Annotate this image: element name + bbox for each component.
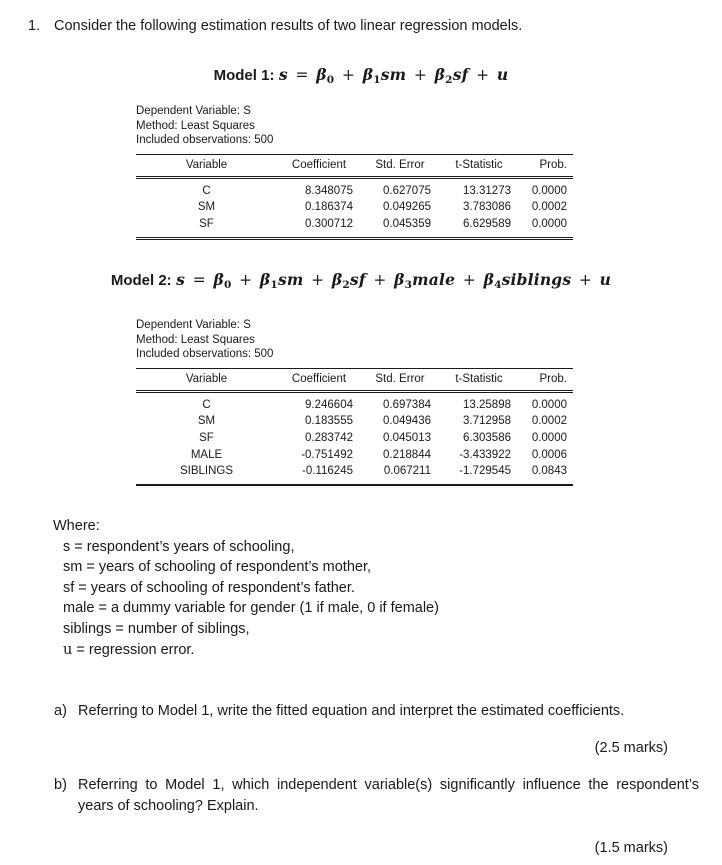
model1-label: Model 1: [213,67,275,84]
plus-sign: + [413,66,428,84]
model2-table [136,368,573,486]
where-definitions [53,516,439,660]
cell-variable: SF [199,217,214,230]
error-term-symbol: u [63,641,73,658]
model2-dependent-variable: Dependent Variable: S [136,319,251,331]
cell-coefficient: -0.116245 [302,465,353,478]
cell-prob: 0.0000 [531,217,567,230]
question-stem [28,16,688,36]
plus-sign: + [341,66,356,84]
model1-observations: Included observations: 500 [136,134,274,147]
cell-std-error: 0.627075 [383,184,431,197]
model1-dependent-variable: Dependent Variable: S [136,105,251,117]
model1-equation [0,65,722,86]
plus-sign: + [476,66,490,84]
column-header-prob: Prob. [519,154,573,177]
model1-error-term: u [496,65,509,84]
table-row [136,177,573,199]
table-row [136,463,573,485]
cell-std-error: 0.697384 [383,398,431,411]
cell-std-error: 0.218844 [383,448,431,461]
cell-t-statistic: 6.303586 [463,431,511,444]
model2-term-3: $\beta_3male$ [394,270,456,291]
plus-sign: + [462,271,476,289]
model2-term-2: $\beta_2sf$ [331,270,366,291]
cell-t-statistic: 13.31273 [463,184,511,197]
model1-eq-sign: = [295,66,309,84]
plus-sign: + [311,271,325,289]
subquestion-b [54,775,699,817]
model1-equation-math [279,65,508,84]
model2-term-4: $\beta_4siblings$ [483,270,572,291]
table-header-row [136,154,573,177]
model2-meta [136,318,573,362]
column-header-coefficient: Coefficient [277,368,361,391]
cell-prob: 0.0002 [531,201,567,214]
model1-lhs: s [278,65,288,84]
model2-label: Model 2: [110,272,172,289]
column-header-std-error: Std. Error [361,154,439,177]
definition-s: s = respondent’s years of schooling, [63,538,295,555]
column-header-variable: Variable [136,154,277,177]
cell-prob: 0.0006 [531,448,567,461]
model1-term-1: $\beta_1sm$ [362,65,407,86]
cell-coefficient: 0.283742 [305,431,353,444]
subquestion-a-marks: (2.5 marks) [594,740,668,756]
model1-term-2: $\beta_2sf$ [434,65,469,86]
table-header-row [136,368,573,391]
cell-std-error: 0.049265 [383,201,431,214]
model2-method: Method: Least Squares [136,333,255,346]
model2-equation-math [176,270,611,289]
model2-eq-sign: = [192,271,206,289]
cell-coefficient: 8.348075 [305,184,353,197]
definition-male: male = a dummy variable for gender (1 if male, 0 if female) [63,600,439,617]
column-header-prob: Prob. [519,368,573,391]
plus-sign: + [578,271,593,289]
model1-regression-output [136,104,573,240]
cell-t-statistic: 13.25898 [463,398,511,411]
cell-coefficient: 9.246604 [305,398,353,411]
cell-variable: SM [197,415,216,428]
model1-table [136,154,573,240]
cell-variable: SM [197,201,216,214]
definition-sf: sf = years of schooling of respondent’s father. [63,579,355,596]
cell-variable: SIBLINGS [179,465,234,478]
question-stem-text: Consider the following estimation results of two linear regression models. [54,18,523,34]
cell-prob: 0.0000 [531,431,567,444]
table-row [136,216,573,238]
column-header-variable: Variable [136,368,277,391]
column-header-t-statistic: t-Statistic [439,154,519,177]
subquestion-b-letter: b) [54,777,67,793]
subquestion-b-marks: (1.5 marks) [594,840,668,856]
cell-std-error: 0.045013 [383,431,431,444]
cell-t-statistic: 3.712958 [463,415,511,428]
cell-prob: 0.0002 [531,415,567,428]
cell-t-statistic: 6.629589 [463,217,511,230]
model2-term-1: $\beta_1sm$ [259,270,304,291]
definition-siblings: siblings = number of siblings, [63,620,250,637]
subquestion-a-letter: a) [54,703,67,719]
model2-error-term: u [599,270,612,289]
table-row [136,391,573,413]
table-row [136,430,573,447]
definition-u-text: = regression error. [76,641,195,658]
model2-lhs: s [176,270,186,289]
model2-term-0: $\beta_0$ [213,270,232,291]
cell-t-statistic: -1.729545 [459,465,511,478]
where-heading: Where: [53,518,100,534]
subquestion-a [54,701,704,722]
cell-variable: C [202,184,211,197]
definition-sm: sm = years of schooling of respondent’s mother, [63,559,372,576]
cell-prob: 0.0843 [531,465,567,478]
cell-variable: SF [199,431,214,444]
table-row [136,413,573,430]
model2-equation [0,270,722,291]
cell-coefficient: 0.300712 [305,217,353,230]
column-header-coefficient: Coefficient [277,154,361,177]
column-header-t-statistic: t-Statistic [439,368,519,391]
model1-meta [136,104,573,148]
plus-sign: + [373,271,387,289]
cell-std-error: 0.045359 [383,217,431,230]
cell-t-statistic: -3.433922 [459,448,511,461]
cell-variable: C [202,398,211,411]
table-row [136,447,573,464]
model1-method: Method: Least Squares [136,119,255,132]
question-number: 1. [28,18,41,34]
cell-coefficient: 0.186374 [305,201,353,214]
cell-coefficient: 0.183555 [305,415,353,428]
model2-regression-output [136,318,573,486]
cell-prob: 0.0000 [531,398,567,411]
cell-coefficient: -0.751492 [301,448,353,461]
subquestion-a-text: Referring to Model 1, write the fitted equation and interpret the estimated coefficients. [78,703,625,719]
cell-std-error: 0.067211 [383,465,431,478]
table-row [136,199,573,216]
cell-prob: 0.0000 [531,184,567,197]
cell-t-statistic: 3.783086 [463,201,511,214]
definition-u [53,640,439,661]
plus-sign: + [239,271,253,289]
model2-observations: Included observations: 500 [136,348,274,361]
model1-term-0: $\beta_0$ [316,65,335,86]
subquestion-b-text: Referring to Model 1, which independent variable(s) significantly influence the respondent’s years of schooling? Explain. [78,777,699,814]
cell-variable: MALE [190,448,223,461]
column-header-std-error: Std. Error [361,368,439,391]
cell-std-error: 0.049436 [383,415,431,428]
